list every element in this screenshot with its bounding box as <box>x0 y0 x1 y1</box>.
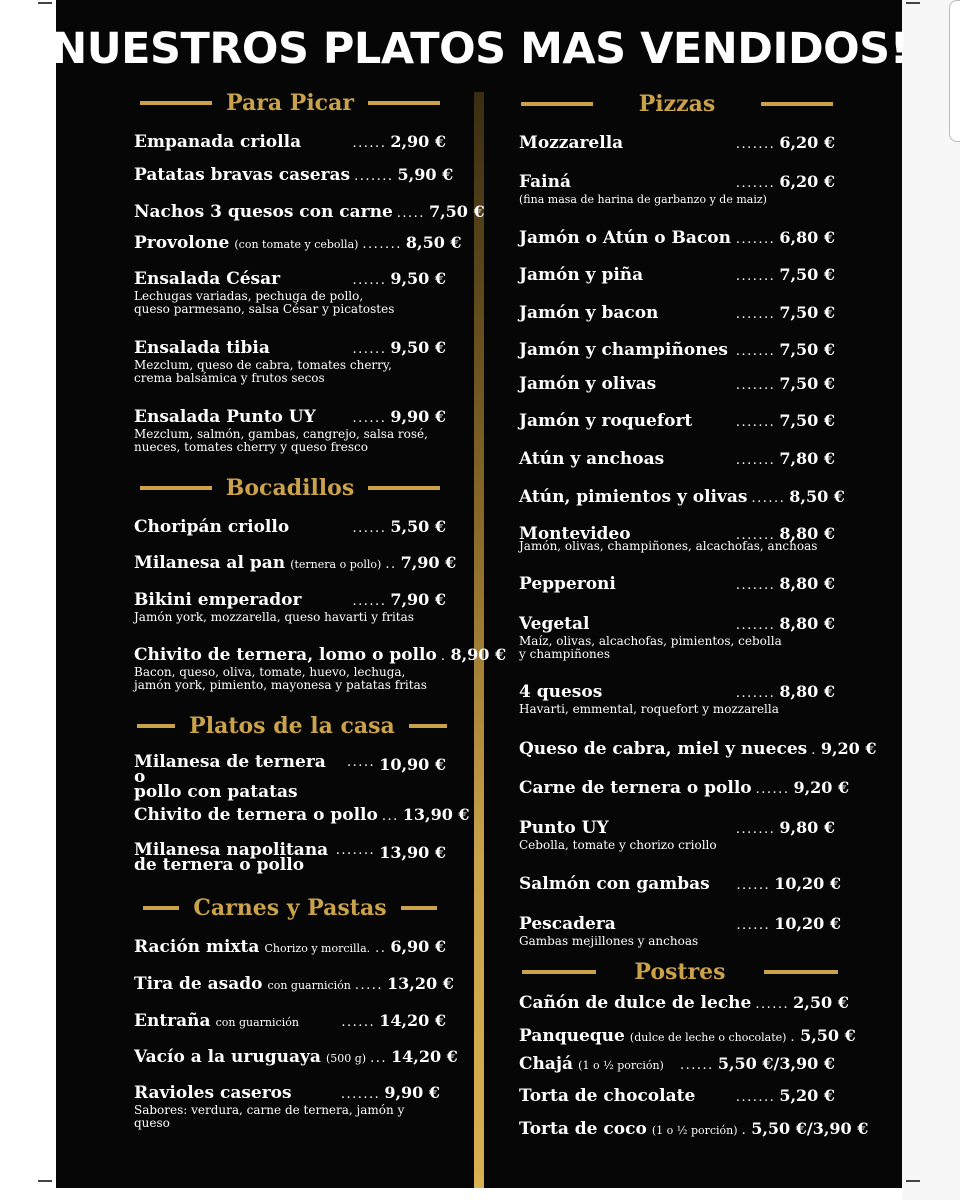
item-name: Chivito de ternera o pollo <box>134 805 378 825</box>
item-name: Jamón y piña <box>519 265 644 285</box>
menu-item <box>519 993 849 1013</box>
item-price: 5,50 €/3,90 € <box>717 1054 835 1073</box>
menu-item <box>134 805 470 825</box>
menu-item <box>519 172 835 206</box>
crop-mark <box>38 1180 52 1182</box>
item-price: 8,80 € <box>779 524 835 543</box>
menu-item <box>519 1054 835 1074</box>
item-price: 8,80 € <box>779 682 835 701</box>
item-price: 7,50 € <box>779 340 835 359</box>
item-price: 9,90 € <box>384 1083 440 1102</box>
item-name: Pescadera <box>519 914 616 934</box>
menu-item <box>519 614 835 661</box>
item-name: Ensalada tibia <box>134 338 270 358</box>
item-name: Milanesa de ternera o pollo con patatas <box>134 752 326 802</box>
leader-dots: ...... <box>352 273 387 288</box>
item-price: 5,90 € <box>397 165 454 184</box>
menu-item <box>519 265 835 285</box>
item-price: 8,50 € <box>405 233 462 252</box>
item-description: Mezclum, salmón, gambas, cangrejo, salsa rosé, nueces, tomates cherry y queso fresco <box>134 427 428 454</box>
leader-dots: ....... <box>735 822 776 837</box>
section-rule <box>522 970 596 974</box>
section-rule <box>140 101 212 105</box>
item-name: Carne de ternera o pollo <box>519 778 752 798</box>
menu-item <box>134 1047 458 1067</box>
menu-item <box>519 1119 869 1139</box>
item-name: Ravioles caseros <box>134 1083 292 1103</box>
item-name: Chajá <box>519 1054 574 1074</box>
section-para-picar <box>134 90 446 116</box>
menu-item <box>519 574 835 594</box>
item-name: Pepperoni <box>519 574 616 594</box>
item-price: 7,50 € <box>779 303 835 322</box>
menu-item <box>519 133 835 153</box>
leader-dots: .. <box>375 941 387 956</box>
menu-item <box>519 487 845 507</box>
item-price: 5,50 € <box>800 1026 856 1045</box>
menu-title: NUESTROS PLATOS MAS VENDIDOS! <box>51 24 909 74</box>
leader-dots: ...... <box>341 1015 376 1030</box>
leader-dots: . <box>440 649 447 664</box>
item-name: Montevideo <box>519 524 631 544</box>
item-name: Atún, pimientos y olivas <box>519 487 748 507</box>
item-name: Ensalada Punto UY <box>134 407 316 427</box>
menu-item <box>134 1011 446 1031</box>
item-description: Jamón, olivas, champiñones, alcachofas, anchoas <box>519 539 818 553</box>
item-price: 7,50 € <box>428 202 485 221</box>
item-description: Havarti, emmental, roquefort y mozzarella <box>519 702 779 716</box>
item-price: 9,20 € <box>820 739 877 758</box>
leader-dots: ....... <box>735 378 776 393</box>
menu-item <box>134 132 446 152</box>
item-name: Nachos 3 quesos con carne <box>134 202 393 222</box>
item-price: 5,50 €/3,90 € <box>751 1119 869 1138</box>
item-name: Milanesa napolitana de ternera o pollo <box>134 840 329 875</box>
section-title: Para Picar <box>226 90 354 116</box>
menu-item <box>519 682 835 716</box>
item-price: 8,80 € <box>779 614 835 633</box>
leader-dots: ....... <box>735 415 776 430</box>
menu-item <box>519 818 835 852</box>
menu-item <box>134 974 454 994</box>
item-price: 10,20 € <box>774 874 841 893</box>
item-price: 7,50 € <box>779 265 835 284</box>
item-name: Entraña <box>134 1011 211 1031</box>
menu-item <box>519 874 841 894</box>
leader-dots: ....... <box>735 269 776 284</box>
menu-item <box>519 411 835 431</box>
item-name: Empanada criolla <box>134 132 302 152</box>
leader-dots: . <box>790 1030 797 1045</box>
item-price: 6,20 € <box>779 133 835 152</box>
section-rule <box>401 906 437 910</box>
menu-item <box>134 233 462 253</box>
item-note: (500 g) <box>325 1052 367 1065</box>
item-note: (1 o ½ porción) <box>651 1124 738 1137</box>
item-description: Lechugas variadas, pechuga de pollo, queso parmesano, salsa César y picatostes <box>134 289 395 316</box>
section-title: Postres <box>634 959 726 985</box>
item-note: (con tomate y cebolla) <box>234 238 359 251</box>
item-name: Salmón con gambas <box>519 874 710 894</box>
item-price: 5,50 € <box>390 517 446 536</box>
menu-item <box>134 590 446 624</box>
right-margin <box>902 0 960 1200</box>
leader-dots: ..... <box>396 206 425 221</box>
column-divider <box>474 92 484 1188</box>
item-price: 9,80 € <box>779 818 835 837</box>
crop-mark <box>906 2 920 4</box>
leader-dots: ...... <box>736 878 771 893</box>
menu-item <box>134 202 485 222</box>
leader-dots: ....... <box>354 169 394 184</box>
leader-dots: ....... <box>735 453 776 468</box>
item-price: 2,50 € <box>793 993 849 1012</box>
item-price: 7,50 € <box>779 374 835 393</box>
leader-dots: ...... <box>751 491 786 506</box>
leader-dots: ..... <box>347 755 376 770</box>
item-name: Jamón y roquefort <box>519 411 693 431</box>
section-platos-casa <box>134 713 450 739</box>
item-note: Chorizo y morcilla. <box>264 942 371 955</box>
item-description: Jamón york, mozzarella, queso havarti y fritas <box>134 610 414 624</box>
leader-dots: ....... <box>735 528 776 543</box>
section-rule <box>368 486 440 490</box>
item-price: 10,90 € <box>379 755 446 774</box>
leader-dots: ....... <box>735 176 776 191</box>
item-name: Choripán criollo <box>134 517 290 537</box>
item-price: 7,90 € <box>400 553 457 572</box>
section-carnes-pastas <box>134 895 446 921</box>
menu-item <box>519 739 877 759</box>
leader-dots: ....... <box>735 307 776 322</box>
section-title: Pizzas <box>638 91 716 117</box>
menu-item <box>519 449 835 469</box>
item-price: 13,90 € <box>379 843 446 862</box>
menu-item <box>134 407 446 454</box>
item-description: Mezclum, queso de cabra, tomates cherry, crema balsámica y frutos secos <box>134 358 392 385</box>
menu-item <box>134 553 457 573</box>
leader-dots: ....... <box>735 686 776 701</box>
leader-dots: ....... <box>735 578 776 593</box>
item-name: Cañón de dulce de leche <box>519 993 752 1013</box>
item-name: Vegetal <box>519 614 590 634</box>
item-name: Ensalada César <box>134 269 281 289</box>
item-price: 9,20 € <box>793 778 850 797</box>
item-name: 4 quesos <box>519 682 603 702</box>
item-price: 14,20 € <box>379 1011 446 1030</box>
menu-item <box>519 1026 856 1046</box>
leader-dots: ....... <box>335 843 376 858</box>
item-price: 9,50 € <box>390 269 446 288</box>
leader-dots: ....... <box>362 237 402 252</box>
item-price: 8,80 € <box>779 574 835 593</box>
item-name: Bikini emperador <box>134 590 302 610</box>
leader-dots: ...... <box>352 136 387 151</box>
item-description: Sabores: verdura, carne de ternera, jamón y queso <box>134 1103 405 1130</box>
menu-item <box>519 524 835 553</box>
section-postres <box>519 959 841 985</box>
item-name: Queso de cabra, miel y nueces <box>519 739 808 759</box>
item-name: Jamón y champiñones <box>519 340 728 360</box>
item-price: 13,90 € <box>402 805 470 824</box>
item-description: Maíz, olivas, alcachofas, pimientos, cebolla y champiñones <box>519 634 782 661</box>
leader-dots: ...... <box>352 342 387 357</box>
leader-dots: ....... <box>735 618 776 633</box>
item-price: 13,20 € <box>387 974 454 993</box>
menu-item <box>134 840 446 875</box>
leader-dots: ....... <box>735 232 776 247</box>
menu-item <box>134 937 446 957</box>
item-price: 5,20 € <box>779 1086 835 1105</box>
section-rule <box>137 724 175 728</box>
item-note: (dulce de leche o chocolate) <box>629 1031 787 1044</box>
item-price: 7,80 € <box>779 449 835 468</box>
section-title: Carnes y Pastas <box>193 895 387 921</box>
section-rule <box>143 906 179 910</box>
leader-dots: ...... <box>352 521 387 536</box>
item-price: 2,90 € <box>390 132 446 151</box>
item-note: (1 o ½ porción) <box>578 1059 664 1072</box>
menu-item <box>519 374 835 394</box>
leader-dots: ....... <box>735 344 776 359</box>
section-rule <box>761 102 833 106</box>
leader-dots: ...... <box>680 1058 714 1073</box>
leader-dots: ..... <box>354 978 384 993</box>
section-title: Bocadillos <box>225 475 355 501</box>
menu-item <box>134 165 454 185</box>
item-price: 8,90 € <box>450 645 507 664</box>
leader-dots: ...... <box>352 594 387 609</box>
section-rule <box>140 486 212 490</box>
leader-dots: ....... <box>340 1087 381 1102</box>
item-price: 6,90 € <box>390 937 446 956</box>
item-name: Torta de coco <box>519 1119 647 1139</box>
left-margin <box>0 0 38 1200</box>
item-name: Mozzarella <box>519 133 624 153</box>
item-note: (ternera o pollo) <box>290 558 382 571</box>
leader-dots: ... <box>381 809 399 824</box>
item-name: Panqueque <box>519 1026 625 1046</box>
section-rule <box>409 724 447 728</box>
crop-mark <box>38 2 52 4</box>
item-description: Cebolla, tomate y chorizo criollo <box>519 838 717 852</box>
item-name: Atún y anchoas <box>519 449 665 469</box>
item-price: 6,80 € <box>779 228 835 247</box>
item-name: Jamón y olivas <box>519 374 657 394</box>
item-price: 7,50 € <box>779 411 835 430</box>
section-bocadillos <box>134 475 446 501</box>
leader-dots: .. <box>385 557 397 572</box>
item-price: 9,50 € <box>390 338 446 357</box>
item-name: Punto UY <box>519 818 609 838</box>
menu-item <box>134 517 446 537</box>
item-price: 7,90 € <box>390 590 446 609</box>
menu-item <box>519 228 835 248</box>
leader-dots: ... <box>370 1051 387 1066</box>
item-name: Fainá <box>519 172 571 192</box>
menu-item <box>519 778 850 798</box>
leader-dots: . <box>811 743 817 758</box>
leader-dots: ...... <box>736 918 771 933</box>
item-name: Tira de asado <box>134 974 263 994</box>
leader-dots: ...... <box>755 997 790 1012</box>
crop-mark <box>906 1180 920 1182</box>
item-name: Ración mixta <box>134 937 260 957</box>
section-title: Platos de la casa <box>189 713 395 739</box>
item-name: Patatas bravas caseras <box>134 165 351 185</box>
item-note: con guarnición <box>215 1016 299 1029</box>
leader-dots: ...... <box>755 782 790 797</box>
item-note: con guarnición <box>267 979 351 992</box>
item-price: 14,20 € <box>391 1047 458 1066</box>
item-description: Gambas mejillones y anchoas <box>519 934 699 948</box>
item-name: Provolone <box>134 233 230 253</box>
item-price: 6,20 € <box>779 172 835 191</box>
section-pizzas <box>519 91 835 117</box>
menu-item <box>134 645 507 692</box>
leader-dots: ....... <box>735 1090 776 1105</box>
leader-dots: . <box>741 1123 748 1138</box>
item-price: 10,20 € <box>774 914 841 933</box>
section-rule <box>368 101 440 105</box>
item-description: (fina masa de harina de garbanzo y de maiz) <box>519 193 767 206</box>
menu-item <box>134 338 446 385</box>
menu-item <box>519 340 835 360</box>
item-name: Torta de chocolate <box>519 1086 696 1106</box>
section-rule <box>764 970 838 974</box>
menu-item <box>519 303 835 323</box>
leader-dots: ....... <box>735 137 776 152</box>
item-name: Jamón o Atún o Bacon <box>519 228 731 248</box>
menu-item <box>519 914 841 948</box>
item-name: Jamón y bacon <box>519 303 659 323</box>
menu-item <box>134 752 446 802</box>
menu-item <box>134 269 446 316</box>
item-name: Chivito de ternera, lomo o pollo <box>134 645 437 665</box>
leader-dots: ...... <box>352 411 387 426</box>
item-price: 8,50 € <box>789 487 845 506</box>
item-name: Vacío a la uruguaya <box>134 1047 321 1067</box>
menu-item <box>134 1083 440 1130</box>
item-price: 9,90 € <box>390 407 446 426</box>
section-rule <box>521 102 593 106</box>
item-description: Bacon, queso, oliva, tomate, huevo, lechuga, jamón york, pimiento, mayonesa y patatas fritas <box>134 665 427 692</box>
item-name: Milanesa al pan <box>134 553 286 573</box>
menu-item <box>519 1086 835 1106</box>
